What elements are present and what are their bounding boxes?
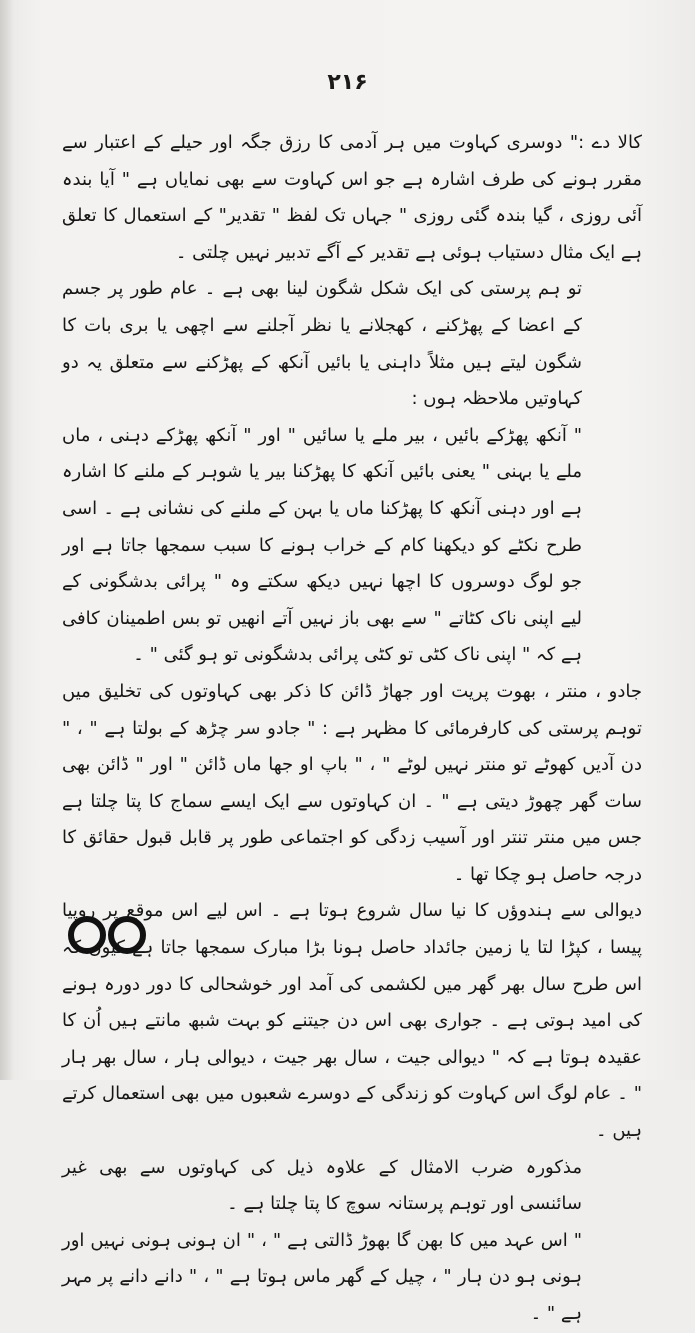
paragraph-1: کالا دے :" دوسری کہاوت میں ہر آدمی کا رزق جگہ اور حیلے کے اعتبار سے مقرر ہونے کی طرف اشارہ ہے جو اس کہاوت سے بھی نمایاں ہے " آیا بندہ آئی روزی ، گیا بندہ گئی روزی " جہاں تک لفظ " تقدیر" کے استعمال کا تعلق ہے ایک مثال دستیاب ہوئی ہے تقدیر کے آگے تدبیر نہیں چلتی ۔: [62, 132, 642, 263]
page-body: [62, 125, 642, 1333]
paragraph-6: مذکورہ ضرب الامثال کے علاوہ ذیل کی کہاوتوں سے بھی غیر سائنسی اور توہم پرستانہ سوچ کا پتا چلتا ہے ۔: [62, 1156, 582, 1215]
paragraph-4: جادو ، منتر ، بھوت پریت اور جھاڑ ڈائن کا ذکر بھی کہاوتوں کی تخلیق میں توہم پرستی کی کارفرمائی کا مظہر ہے : " جادو سر چڑھ کے بولتا ہے " ، " دن آدیں کھوٹے تو منتر نہیں لوٹے " ، " باپ او جھا ماں ڈائن " اور " ڈائن بھی سات گھر چھوڑ دیتی ہے " ۔ ان کہاوتوں سے ایک ایسے سماج کا پتا چلتا ہے جس میں منتر تنتر اور آسیب زدگی کو اجتماعی طور پر قابل قبول حقائق کا درجہ حاصل ہو چکا تھا ۔: [62, 680, 642, 885]
paragraph-5: دیوالی سے ہندوؤں کا نیا سال شروع ہوتا ہے ۔ اس لیے اس موقع پر روپیا پیسا ، کپڑا لتا یا زمین جائداد حاصل ہونا بڑا مبارک سمجھا جاتا ہے کیوں کہ اس طرح سال بھر گھر میں لکشمی کی آمد اور خوشحالی کا دور دورہ ہونے کی امید ہوتی ہے ۔ جواری بھی اس دن جیتنے کو بہت شبھ مانتے ہیں اُن کا عقیدہ ہوتا ہے کہ " دیوالی جیت ، سال بھر جیت ، دیوالی ہار ، سال بھر ہار " ۔ عام لوگ اس کہاوت کو زندگی کے دوسرے شعبوں میں بھی استعمال کرتے ہیں ۔: [62, 900, 642, 1142]
page-binding-shadow: [0, 0, 14, 1080]
double-ring-icon: [66, 914, 148, 956]
paragraph-3: " آنکھ پھڑکے بائیں ، بیر ملے یا سائیں " اور " آنکھ پھڑکے دہنی ، ماں ملے یا بہنی " یعنی بائیں آنکھ کا پھڑکنا بیر یا شوہر کے ملنے کا اشارہ ہے اور دہنی آنکھ کا پھڑکنا ماں یا بہن کے ملنے کی نشانی ہے ۔ اسی طرح نکٹے کو دیکھنا کام کے خراب ہونے کا سبب سمجھا جاتا ہے اور جو لوگ دوسروں کا اچھا نہیں دیکھ سکتے وہ " پرائی بدشگونی کے لیے اپنی ناک کٹاتے " سے بھی باز نہیں آتے انھیں تو بس اطمینان کافی ہے کہ " اپنی ناک کٹی تو کٹی پرائی بدشگونی تو ہو گئی " ۔: [62, 424, 582, 666]
page-number: ۲۱۶: [327, 70, 368, 95]
paragraph-2: تو ہم پرستی کی ایک شکل شگون لینا بھی ہے ۔ عام طور پر جسم کے اعضا کے پھڑکنے ، کھجلانے یا نظر آجلنے سے اچھی یا بری بات کا شگون لیتے ہیں مثلاً داہنی یا بائیں آنکھ کے پھڑکنے سے متعلق یہ دو کہاوتیں ملاحظہ ہوں :: [62, 278, 582, 410]
paragraph-7: " اس عہد میں کا بھن گا بھوڑ ڈالتی ہے " ، " ان ہونی ہونی نہیں اور ہونی ہو دن ہار " ، چیل کے گھر ماس ہوتا ہے " ، " دانے دانے پر مہر ہے " ۔: [62, 1229, 582, 1324]
